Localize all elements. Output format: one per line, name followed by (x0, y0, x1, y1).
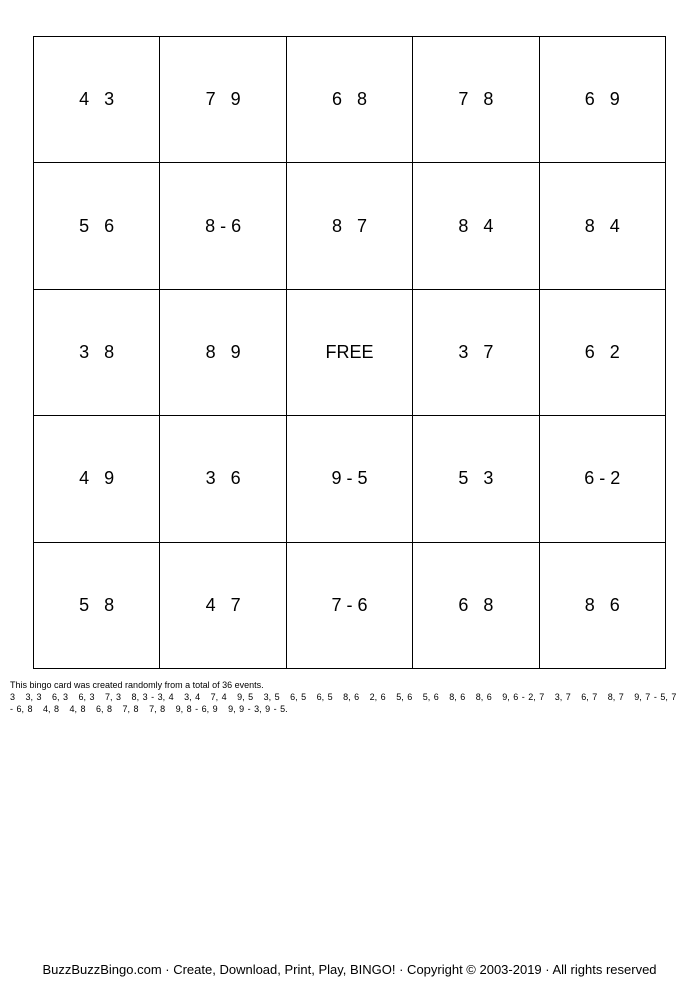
bingo-cell-r5-c5: 8 6 (540, 543, 666, 669)
bingo-cell-r3-c4: 3 7 (413, 290, 539, 416)
bingo-cell-r1-c1: 4 3 (34, 37, 160, 163)
bingo-cell-r1-c5: 6 9 (540, 37, 666, 163)
bingo-cell-r4-c1: 4 9 (34, 416, 160, 542)
bingo-cell-r2-c3: 8 7 (287, 163, 413, 289)
bingo-cell-r2-c4: 8 4 (413, 163, 539, 289)
bingo-cell-r2-c2: 8 - 6 (160, 163, 286, 289)
card-summary-text: This bingo card was created randomly from a total of 36 events. (10, 680, 264, 690)
copyright-footer: BuzzBuzzBingo.com · Create, Download, Print, Play, BINGO! · Copyright © 2003-2019 · All rights reserved (42, 962, 657, 977)
bingo-cell-r1-c2: 7 9 (160, 37, 286, 163)
bingo-cell-r3-c5: 6 2 (540, 290, 666, 416)
bingo-cell-r1-c4: 7 8 (413, 37, 539, 163)
bingo-cell-r2-c5: 8 4 (540, 163, 666, 289)
card-footnote (10, 679, 682, 715)
bingo-cell-r4-c5: 6 - 2 (540, 416, 666, 542)
event-list-text: 3 3, 3 6, 3 6, 3 7, 3 8, 3 - 3, 4 3, 4 7, 4 9, 5 3, 5 6, 5 6, 5 8, 6 2, 6 5, 6 5, 6 8, 6 8, 6 9, 6 - 2, 7 3, 7 6, 7 8, 7 9, 7 - 5, 7 - 6, 8 4, 8 4, 8 6, 8 7, 8 7, 8 9, 8 - 6, 9 9, 9 - 3, 9 - 5. (10, 692, 680, 714)
bingo-cell-r5-c1: 5 8 (34, 543, 160, 669)
bingo-cell-r3-c1: 3 8 (34, 290, 160, 416)
bingo-cell-r3-c2: 8 9 (160, 290, 286, 416)
bingo-cell-r5-c3: 7 - 6 (287, 543, 413, 669)
bingo-free-space: FREE (287, 290, 413, 416)
bingo-cell-r4-c4: 5 3 (413, 416, 539, 542)
bingo-cell-r1-c3: 6 8 (287, 37, 413, 163)
bingo-cell-r2-c1: 5 6 (34, 163, 160, 289)
bingo-cell-r4-c2: 3 6 (160, 416, 286, 542)
bingo-cell-r5-c4: 6 8 (413, 543, 539, 669)
bingo-card-grid (33, 36, 666, 669)
bingo-cell-r5-c2: 4 7 (160, 543, 286, 669)
bingo-cell-r4-c3: 9 - 5 (287, 416, 413, 542)
